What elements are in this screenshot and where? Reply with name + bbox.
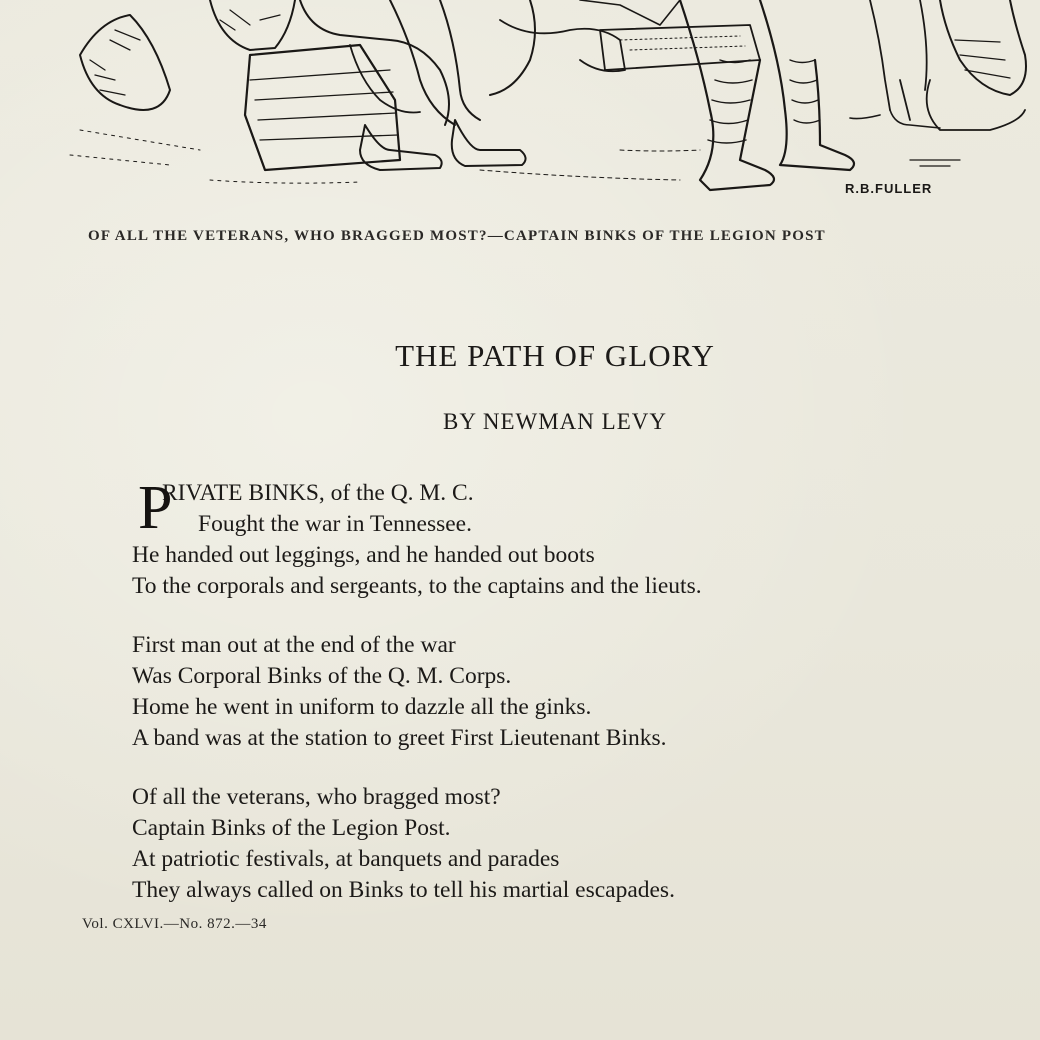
illustration-caption: OF ALL THE VETERANS, WHO BRAGGED MOST?—CAPTAIN BINKS OF THE LEGION POST — [88, 228, 826, 244]
poem-line: They always called on Binks to tell his martial escapades. — [132, 877, 675, 903]
poem-line: Of all the veterans, who bragged most? — [132, 784, 501, 810]
poem-line: First man out at the end of the war — [132, 632, 456, 658]
poem-line: Home he went in uniform to dazzle all the ginks. — [132, 694, 592, 720]
poem-title: THE PATH OF GLORY — [395, 338, 715, 373]
poem-line: Captain Binks of the Legion Post. — [132, 815, 451, 841]
stanza-1 — [132, 474, 1012, 602]
cartoon-illustration — [60, 0, 1040, 205]
poem-line: To the corporals and sergeants, to the captains and the lieuts. — [132, 573, 702, 599]
stanza-2 — [132, 630, 1012, 754]
poem-line: Was Corporal Binks of the Q. M. Corps. — [132, 663, 512, 689]
poem-byline: BY NEWMAN LEVY — [443, 409, 667, 434]
poem-line: A band was at the station to greet First Lieutenant Binks. — [132, 725, 667, 751]
drop-cap: P — [138, 474, 173, 542]
poem-line: Fought the war in Tennessee. — [198, 511, 472, 537]
page-folio: Vol. CXLVI.—No. 872.—34 — [82, 916, 267, 932]
stanza-3 — [132, 782, 1012, 906]
poem-line: At patriotic festivals, at banquets and parades — [132, 846, 560, 872]
poem-line: RIVATE BINKS, of the Q. M. C. — [162, 480, 474, 506]
illustration-signature: R.B.FULLER — [845, 181, 933, 196]
poem-body — [132, 474, 1012, 906]
poem-line: He handed out leggings, and he handed out boots — [132, 542, 595, 568]
